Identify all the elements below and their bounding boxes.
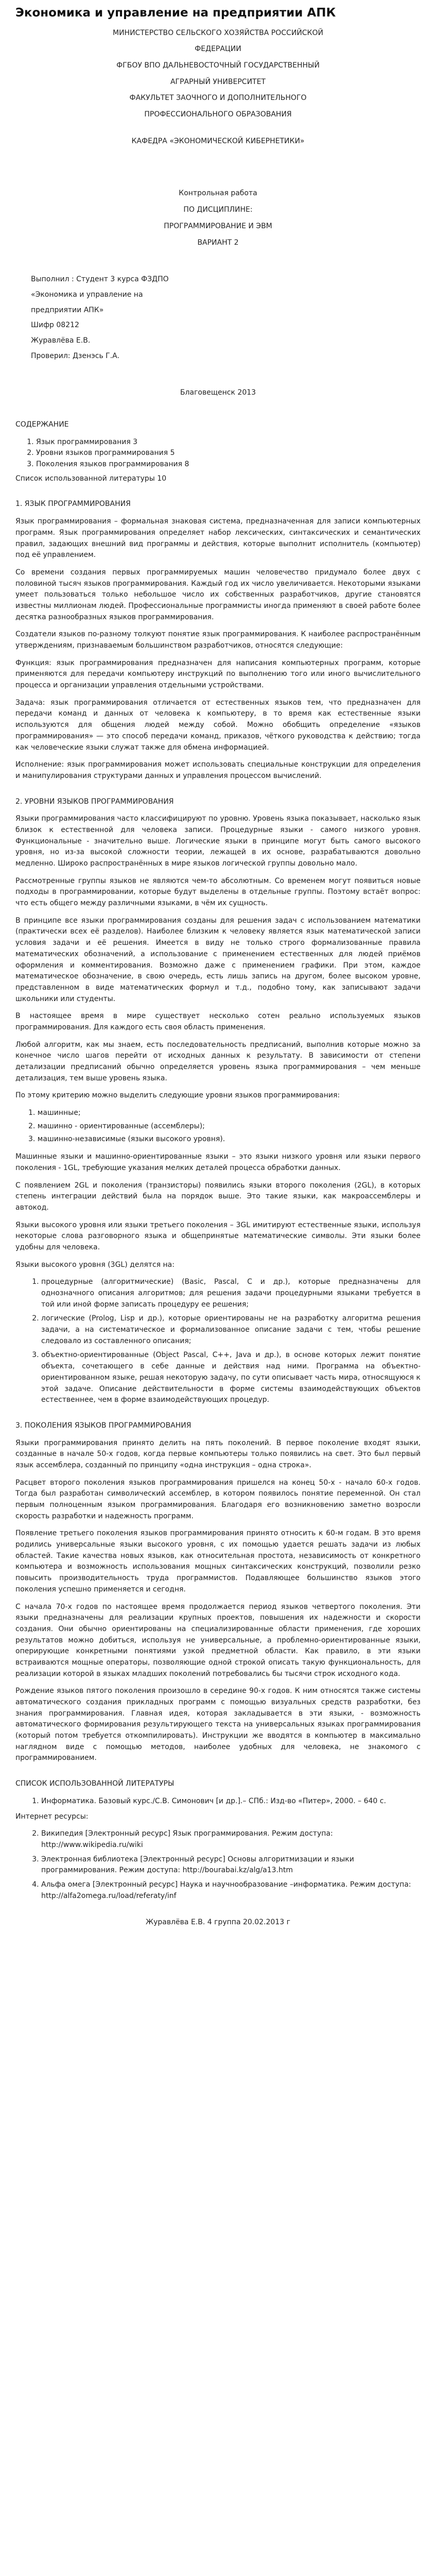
paragraph: Любой алгоритм, как мы знаем, есть последовательность предписаний, выполнив которые можно за конечное число шагов перейти от исходных данных к результату. В зависимости от степени детализации предписаний обычно определяется уровень языка программирования – чем меньше детализация, тем выше уровень языка. [15, 1040, 421, 1082]
faculty-line-2: ПРОФЕССИОНАЛЬНОГО ОБРАЗОВАНИЯ [144, 110, 292, 119]
paragraph: Появление третьего поколения языков программирования принято относить к 60-м годам. В это время родились универсальные языки высокого уровня, с их помощью удается решать задачи из любых областей. Такие качества новых языков, как относительная простота, независимость от конкретного компьютера и возможность использования мощных синтаксических конструкций, позволили резко повысить производительность труда программистов. Подавляющее большинство языков этого поколения успешно применяется и сегодня. [15, 1529, 421, 1594]
reference-item[interactable]: 3. Электронная библиотека [Электронный ресурс] Основы алгоритмизации и языки программирования. Режим доступа: http://bourabai.kz/alg/a13.htm [41, 1854, 421, 1876]
level-item: 2. машинно - ориентированные (ассемблеры); [28, 1122, 205, 1130]
work-type: Контрольная работа [179, 189, 257, 198]
paragraph: В настоящее время в мире существует несколько сотен реально используемых языков программирования. Для каждого есть своя область применения. [15, 1012, 421, 1031]
specialty-line-2: предприятии АПК» [31, 306, 104, 314]
books-list [15, 1796, 421, 1807]
faculty-line-1: ФАКУЛЬТЕТ ЗАОЧНОГО И ДОПОЛНИТЕЛЬНОГО [129, 94, 307, 103]
table-of-contents [15, 419, 421, 484]
paragraph: Задача: язык программирования отличается от естественных языков тем, что предназначен для передачи команд и данных от человека к компьютеру, в то время как естественные языки используются для общения людей между собой. Можно обобщить определение «языков программирования» — это способ передачи команд, приказов, чёткого руководства к действию; тогда как человеческие языки служат также для обмена информацией. [15, 698, 421, 752]
specialty-line-1: «Экономика и управление на [31, 290, 143, 299]
paragraph: Создатели языков по-разному толкуют понятие язык программирования. К наиболее распространённым утверждениям, признаваемым большинством разработчиков, относятся следующие: [15, 630, 421, 650]
toc-references-item[interactable]: Список использованной литературы 10 [15, 474, 167, 483]
paragraph: Рассмотренные группы языков не являются чем-то абсолютным. Со временем могут появиться новые подходы в программировании, которые будут выделены в отдельные группы. Поэтому встаёт вопрос: что есть общего между различными языками, в чём их сущность. [15, 876, 421, 908]
section-2-heading: 2. УРОВНИ ЯЗЫКОВ ПРОГРАММИРОВАНИЯ [15, 797, 174, 806]
paragraph: Рождение языков пятого поколения произошло в середине 90-х годов. К ним относятся также системы автоматического создания прикладных программ с помощью визуальных средств разработки, без знания программирования. Главная идея, которая закладывается в эти языки, - возможность автоматического формирования результирующего текста на универсальных языках программирования (который потом требуется откомпилировать). Инструкции же вводятся в компьютер в максимально наглядном виде с помощью методов, наиболее удобных для человека, не знакомого с программированием. [15, 1687, 421, 1762]
toc-item[interactable]: 1. Язык программирования 3 [36, 437, 421, 448]
title-page [15, 28, 421, 399]
paragraph: Машинные языки и машинно-ориентированные языки – это языки низкого уровня или языки первого поколения - 1GL, требующие указания мелких деталей процесса обработки данных. [15, 1153, 421, 1172]
ministry-line-1: МИНИСТЕРСТВО СЕЛЬСКОГО ХОЗЯЙСТВА РОССИЙСКОЙ [113, 28, 323, 37]
reference-item: 1. Информатика. Базовый курс./С.В. Симонович [и др.].– СПб.: Изд-во «Питер», 2000. – 640 с. [41, 1796, 421, 1807]
paradigms-list [15, 1277, 421, 1406]
paragraph: Функция: язык программирования предназначен для написания компьютерных программ, которые применяются для передачи компьютеру инструкций по выполнению того или иного вычислительного процесса и организации управления отдельными устройствами. [15, 658, 421, 690]
document-title: Экономика и управление на предприятии АПК [15, 6, 336, 20]
ministry-line-2: ФЕДЕРАЦИИ [195, 45, 241, 54]
paragraph: Языки высокого уровня (3GL) делятся на: [15, 1260, 175, 1269]
paradigm-item: 3. объектно-ориентированные (Object Pascal, C++, Java и др.), в основе которых лежит понятие объекта, сочетающего в себе данные и действия над ними. Программа на объектно-ориентированном языке, решая некоторую задачу, по сути описывает часть мира, относящуюся к этой задаче. Описание действительности в форме системы взаимодействующих объектов естественнее, чем в форме взаимодействующих процедур. [41, 1350, 421, 1405]
department-line: КАФЕДРА «ЭКОНОМИЧЕСКОЙ КИБЕРНЕТИКИ» [131, 137, 305, 145]
variant-label: ВАРИАНТ 2 [197, 238, 239, 247]
city-year: Благовещенск 2013 [180, 388, 256, 397]
paragraph: С начала 70-х годов по настоящее время продолжается период языков четвертого поколения. Эти языки предназначены для реализации крупных проектов, повышения их надежности и скорости создания. Они обычно ориентированы на специализированные области применения, где хороших результатов можно добиться, используя не универсальные, а проблемно-ориентированные языки, оперирующие конкретными понятиями узкой предметной области. Как правило, в эти языки встраиваются мощные операторы, позволяющие одной строкой описать такую функциональность, для реализации которой в языках младших поколений потребовались бы тысячи строк исходного кода. [15, 1602, 421, 1678]
paragraph: Язык программирования – формальная знаковая система, предназначенная для записи компьютерных программ. Язык программирования определяет набор лексических, синтаксических и семантических правил, задающих внешний вид программы и действия, которые выполнит исполнитель (компьютер) под её управлением. [15, 517, 421, 560]
internet-list [15, 1828, 421, 1902]
internet-resources-label: Интернет ресурсы: [15, 1812, 89, 1821]
author-line: Выполнил : Студент 3 курса ФЗДПО [31, 275, 169, 284]
footer-signature: Журавлёва Е.В. 4 группа 20.02.2013 г [146, 1918, 290, 1927]
toc-list [15, 437, 421, 470]
paragraph: По этому критерию можно выделить следующие уровни языков программирования: [15, 1091, 340, 1100]
cipher-line: Шифр 08212 [31, 321, 79, 330]
reference-item[interactable]: 4. Альфа омега [Электронный ресурс] Наука и научнообразование –информатика. Режим доступа: http://alfa2omega.ru/load/referaty/inf [41, 1879, 421, 1902]
university-line-1: ФГБОУ ВПО ДАЛЬНЕВОСТОЧНЫЙ ГОСУДАРСТВЕННЫЙ [116, 61, 320, 70]
paragraph: С появлением 2GL и поколения (транзисторы) появились языки второго поколения (2GL), в которых степень интеграции действий была на порядок выше. Это такие языки, как макроассемблеры и автокод. [15, 1181, 421, 1212]
paragraph: Со времени создания первых программируемых машин человечество придумало более двух с половиной тысяч языков программирования. Каждый год их число увеличивается. Некоторыми языками умеет пользоваться только небольшое число их собственных разработчиков, другие становятся известны миллионам людей. Профессиональные программисты иногда применяют в своей работе более десятка разнообразных языков программирования. [15, 568, 421, 621]
toc-heading: СОДЕРЖАНИЕ [15, 420, 69, 429]
discipline-label: ПО ДИСЦИПЛИНЕ: [183, 206, 253, 214]
author-info [15, 274, 421, 362]
level-item: 3. машинно-независимые (языки высокого уровня). [28, 1135, 225, 1144]
reference-item[interactable]: 2. Википедия [Электронный ресурс] Язык программирования. Режим доступа: http://www.wikipedia.ru/wiki [41, 1828, 421, 1851]
paragraph: Языки высокого уровня или языки третьего поколения – 3GL имитируют естественные языки, используя некоторые слова разговорного языка и общепринятые математические символы. Эти языки более удобны для человека. [15, 1221, 421, 1251]
section-2 [15, 796, 421, 1406]
paradigm-item: 1. процедурные (алгоритмические) (Basic, Pascal, C и др.), которые предназначены для однозначного описания алгоритмов; для решения задачи процедурными языками требуется в той или иной форме записать процедуру ее решения; [41, 1277, 421, 1310]
references [15, 1778, 421, 1902]
paradigm-item: 2. логические (Prolog, Lisp и др.), которые ориентированы не на разработку алгоритма решения задачи, а на систематическое и формализованное описание задачи с тем, чтобы решение следовало из составленного описания; [41, 1313, 421, 1347]
section-3-heading: 3. ПОКОЛЕНИЯ ЯЗЫКОВ ПРОГРАММИРОВАНИЯ [15, 1421, 191, 1430]
section-1 [15, 499, 421, 782]
section-3 [15, 1420, 421, 1764]
paragraph: Расцвет второго поколения языков программирования пришелся на конец 50-х - начало 60-х годов. Тогда был разработан символический ассемблер, в котором появилось понятие переменной. Он стал первым полноценным языком программирования. Благодаря его возникновению заметно возросли скорость разработки и надежность программ. [15, 1478, 421, 1520]
levels-list [15, 1108, 421, 1145]
level-item: 1. машинные; [28, 1109, 81, 1117]
references-heading: СПИСОК ИСПОЛЬЗОВАННОЙ ЛИТЕРАТУРЫ [15, 1780, 175, 1788]
author-name: Журавлёва Е.В. [31, 336, 91, 345]
paragraph: Исполнение: язык программирования может использовать специальные конструкции для определения и манипулирования структурами данных и управления процессом вычислений. [15, 760, 421, 780]
paragraph: Языки программирования часто классифицируют по уровню. Уровень языка показывает, насколько язык близок к естественной для человека записи. Процедурные языки - самого низкого уровня. Функциональные - значительно выше. Логические языки в принципе могут быть самого высокого уровня, но из-за высокой сложности теории, лежащей в их основе, разрабатываются довольно медленно. Широко распространённых в мире языков логической группы довольно мало. [15, 815, 421, 868]
university-line-2: АГРАРНЫЙ УНИВЕРСИТЕТ [170, 77, 266, 86]
paragraph: В принципе все языки программирования созданы для решения задач с использованием математики (практически всех её разделов). Наиболее близким к человеку является язык математической записи условия задачи и её решения. Имеется в виду не только строго формализованные правила математических обозначений, а использование с применением естественных для людей приёмов оформления и комментирования. Возможно даже с применением графики. При этом, каждое математическое обозначение, в свою очередь, есть лишь запись на другом, более высоком уровне, представленном в виде математических формул и т.д., подобно тому, как записывают задачи школьники или студенты. [15, 916, 421, 1003]
toc-item[interactable]: 3. Поколения языков программирования 8 [36, 459, 421, 470]
paragraph: Языки программирования принято делить на пять поколений. В первое поколение входят языки, созданные в начале 50-х годов, когда первые компьютеры только появились на свет. Это был первый язык ассемблера, созданный по принципу «одна инструкция – одна строка». [15, 1438, 421, 1469]
toc-item[interactable]: 2. Уровни языков программирования 5 [36, 448, 421, 459]
discipline-name: ПРОГРАММИРОВАНИЕ И ЭВМ [164, 222, 272, 230]
section-1-heading: 1. ЯЗЫК ПРОГРАММИРОВАНИЯ [15, 500, 131, 509]
checker-line: Проверил: Дзенэсь Г.А. [31, 351, 120, 360]
